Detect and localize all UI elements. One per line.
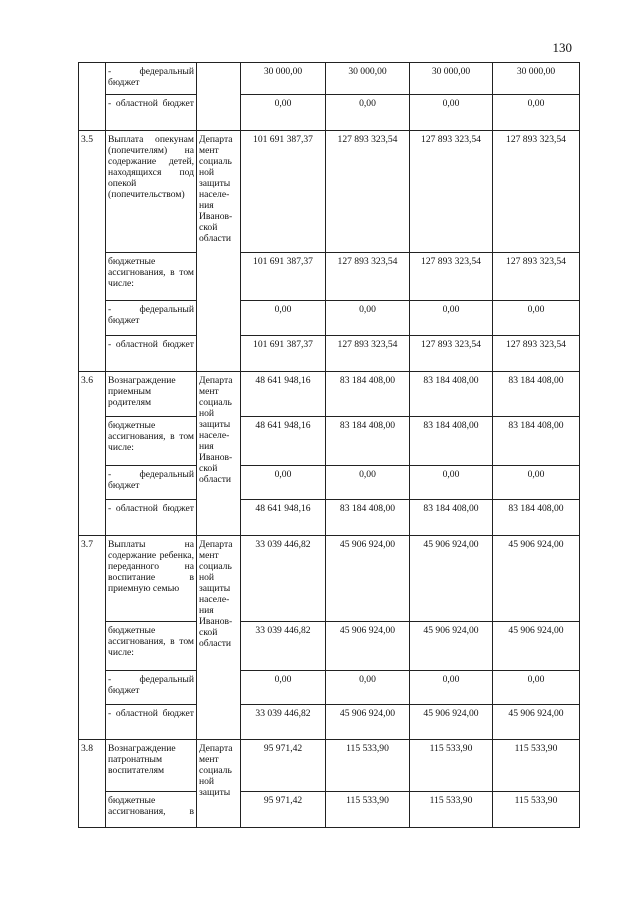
value-cell: 0,00 (326, 466, 410, 500)
row-description: бюджетные ассигнования, в том числе: (106, 417, 197, 466)
table-row (79, 622, 580, 671)
value-cell: 0,00 (326, 671, 410, 705)
value-cell: 0,00 (241, 466, 326, 500)
table-row (79, 671, 580, 705)
table-row (79, 740, 580, 792)
value-cell: 0,00 (326, 301, 410, 336)
value-cell: 30 000,00 (241, 63, 326, 95)
row-department (197, 740, 241, 828)
value-cell: 83 184 408,00 (410, 500, 493, 536)
row-number: 3.5 (79, 131, 106, 372)
value-cell: 83 184 408,00 (410, 417, 493, 466)
table-row (79, 63, 580, 95)
row-department (197, 63, 241, 131)
value-cell: 30 000,00 (326, 63, 410, 95)
table-row (79, 792, 580, 828)
value-cell: 95 971,42 (241, 792, 326, 828)
table-row (79, 536, 580, 622)
department-name: Департа мент социаль ной защиты населе- ния Иванов- ской области (199, 539, 233, 649)
value-cell: 83 184 408,00 (493, 372, 580, 417)
row-description: - федеральный бюджет (106, 671, 197, 705)
row-number: 3.6 (79, 372, 106, 536)
row-description: бюджетные ассигнования, в (106, 792, 197, 828)
row-description: Вознаграждение приемным родителям (106, 372, 197, 417)
row-description: бюджетные ассигнования, в том числе: (106, 253, 197, 301)
value-cell: 0,00 (493, 95, 580, 131)
row-department (197, 131, 241, 372)
value-cell: 33 039 446,82 (241, 705, 326, 740)
row-number (79, 63, 106, 131)
value-cell: 101 691 387,37 (241, 336, 326, 372)
row-description: Вознаграждение патронатным воспитателям (106, 740, 197, 792)
table-row (79, 301, 580, 336)
table-row (79, 253, 580, 301)
value-cell: 0,00 (410, 671, 493, 705)
value-cell: 127 893 323,54 (410, 253, 493, 301)
value-cell: 45 906 924,00 (326, 536, 410, 622)
department-name: Департа мент социаль ной защиты (199, 743, 233, 798)
value-cell: 115 533,90 (493, 792, 580, 828)
value-cell: 0,00 (241, 671, 326, 705)
value-cell: 83 184 408,00 (326, 372, 410, 417)
department-name: Департа мент социаль ной защиты населе- ния Иванов- ской области (199, 134, 233, 244)
value-cell: 127 893 323,54 (410, 336, 493, 372)
value-cell: 48 641 948,16 (241, 372, 326, 417)
value-cell: 0,00 (410, 466, 493, 500)
value-cell: 0,00 (410, 95, 493, 131)
value-cell: 45 906 924,00 (493, 536, 580, 622)
value-cell: 127 893 323,54 (410, 131, 493, 253)
table-row (79, 131, 580, 253)
value-cell: 127 893 323,54 (326, 336, 410, 372)
table-row (79, 500, 580, 536)
value-cell: 115 533,90 (326, 740, 410, 792)
value-cell: 115 533,90 (493, 740, 580, 792)
value-cell: 83 184 408,00 (326, 500, 410, 536)
value-cell: 45 906 924,00 (410, 705, 493, 740)
value-cell: 83 184 408,00 (493, 500, 580, 536)
value-cell: 127 893 323,54 (326, 131, 410, 253)
row-department (197, 372, 241, 536)
value-cell: 0,00 (241, 301, 326, 336)
value-cell: 115 533,90 (410, 740, 493, 792)
department-name: Департа мент социаль ной защиты населе- ния Иванов- ской области (199, 375, 233, 485)
row-description: - областной бюджет (106, 705, 197, 740)
value-cell: 83 184 408,00 (410, 372, 493, 417)
row-description: - областной бюджет (106, 95, 197, 131)
value-cell: 45 906 924,00 (326, 622, 410, 671)
value-cell: 30 000,00 (493, 63, 580, 95)
value-cell: 95 971,42 (241, 740, 326, 792)
value-cell: 30 000,00 (410, 63, 493, 95)
table-row (79, 95, 580, 131)
value-cell: 127 893 323,54 (493, 253, 580, 301)
value-cell: 101 691 387,37 (241, 253, 326, 301)
value-cell: 127 893 323,54 (493, 336, 580, 372)
value-cell: 101 691 387,37 (241, 131, 326, 253)
row-description: бюджетные ассигнования, в том числе: (106, 622, 197, 671)
page-number: 130 (552, 40, 572, 55)
table-row (79, 417, 580, 466)
row-description: Выплата опекунам (попечителям) на содержание детей, находящихся под опекой (попечительством) (106, 131, 197, 253)
table-row (79, 466, 580, 500)
value-cell: 33 039 446,82 (241, 536, 326, 622)
value-cell: 33 039 446,82 (241, 622, 326, 671)
table-row (79, 372, 580, 417)
value-cell: 127 893 323,54 (493, 131, 580, 253)
row-description: - областной бюджет (106, 500, 197, 536)
value-cell: 0,00 (493, 466, 580, 500)
row-description: - федеральный бюджет (106, 466, 197, 500)
value-cell: 0,00 (493, 301, 580, 336)
row-description: - федеральный бюджет (106, 63, 197, 95)
value-cell: 115 533,90 (410, 792, 493, 828)
value-cell: 48 641 948,16 (241, 500, 326, 536)
row-number: 3.8 (79, 740, 106, 828)
value-cell: 115 533,90 (326, 792, 410, 828)
row-description: Выплаты на содержание ребенка, переданного на воспитание в приемную семью (106, 536, 197, 622)
row-number: 3.7 (79, 536, 106, 740)
value-cell: 83 184 408,00 (493, 417, 580, 466)
value-cell: 45 906 924,00 (410, 622, 493, 671)
value-cell: 45 906 924,00 (493, 622, 580, 671)
value-cell: 0,00 (410, 301, 493, 336)
row-description: - федеральный бюджет (106, 301, 197, 336)
value-cell: 83 184 408,00 (326, 417, 410, 466)
row-department (197, 536, 241, 740)
value-cell: 127 893 323,54 (326, 253, 410, 301)
row-description: - областной бюджет (106, 336, 197, 372)
table-row (79, 336, 580, 372)
table-row (79, 705, 580, 740)
budget-table (78, 62, 580, 828)
value-cell: 48 641 948,16 (241, 417, 326, 466)
value-cell: 45 906 924,00 (410, 536, 493, 622)
value-cell: 0,00 (493, 671, 580, 705)
value-cell: 45 906 924,00 (326, 705, 410, 740)
value-cell: 45 906 924,00 (493, 705, 580, 740)
value-cell: 0,00 (241, 95, 326, 131)
value-cell: 0,00 (326, 95, 410, 131)
